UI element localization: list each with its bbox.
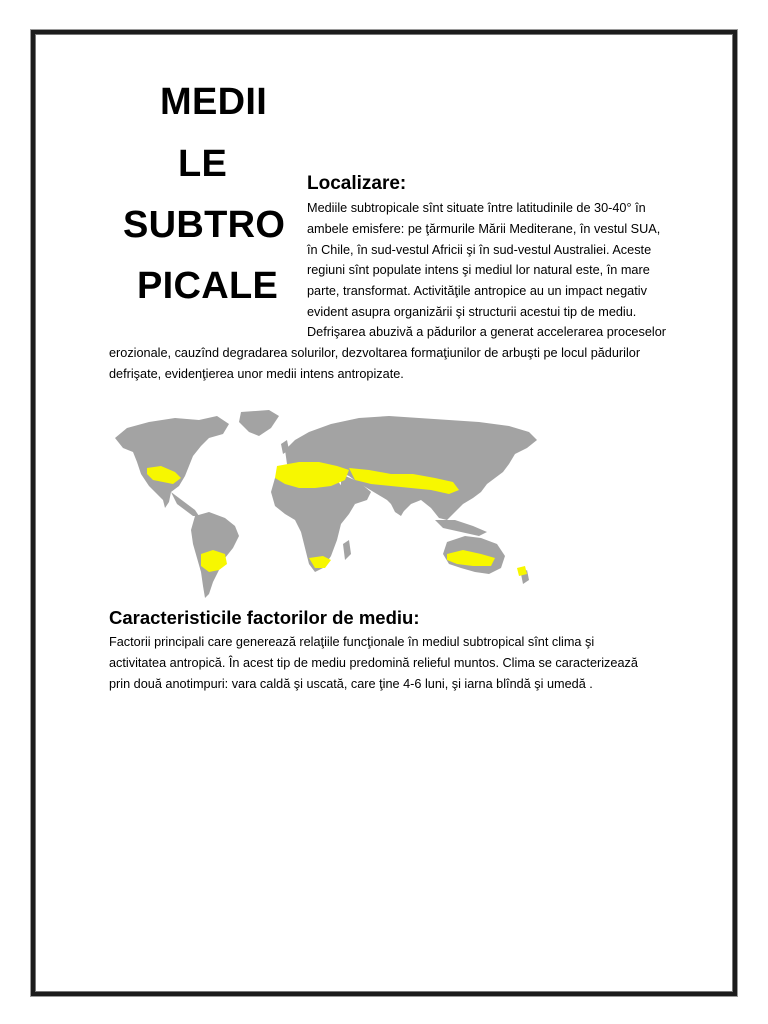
paragraph-line: activitatea antropică. În acest tip de mediu predomină relieful muntos. Clima se caracterizează — [109, 655, 638, 670]
paragraph-line: parte, transformat. Activităţile antropice au un impact negativ — [307, 284, 647, 299]
paragraph-line: în Chile, în sud-vestul Africii şi în sud-vestul Australiei. Aceste — [307, 242, 652, 257]
localizare-paragraph — [307, 198, 660, 323]
localizare-heading: Localizare: — [307, 173, 407, 194]
page-title-line-2: LE — [178, 143, 228, 185]
paragraph-line: Factorii principali care generează relaţiile funcţionale în mediul subtropical sînt clima şi — [109, 635, 595, 649]
localizare-continuation — [109, 322, 666, 384]
paragraph-line: Defrişarea abuzivă a pădurilor a generat accelerarea proceselor — [307, 325, 666, 339]
paragraph-line: regiuni sînt populate intens şi mediul lor natural este, în mare — [307, 263, 650, 278]
page-title-line-4: PICALE — [137, 265, 279, 307]
paragraph-line: Mediile subtropicale sînt situate între latitudinile de 30-40° în — [307, 201, 646, 215]
page-title-line-1: MEDII — [160, 81, 268, 123]
paragraph-line: erozionale, cauzînd degradarea solurilor, dezvoltarea formaţiunilor de arbuşti pe locul pădurilor — [109, 345, 641, 360]
continents — [115, 410, 537, 598]
paragraph-line: ambele emisfere: pe ţărmurile Mării Mediterane, în vestul SUA, — [307, 221, 661, 236]
page-title-line-3: SUBTRO — [123, 204, 286, 246]
caracteristici-paragraph — [109, 632, 638, 694]
paragraph-line: defrişate, evidenţierea unor medii intens antropizate. — [109, 366, 404, 381]
paragraph-line: evident asupra organizării şi structurii acestui tip de mediu. — [307, 304, 637, 319]
paragraph-line: prin două anotimpuri: vara caldă şi uscată, care ţine 4-6 luni, şi iarna blîndă şi umedă . — [109, 676, 593, 691]
world-map-svg — [109, 408, 551, 604]
caracteristici-heading: Caracteristicile factorilor de mediu: — [109, 607, 420, 628]
world-map-image — [109, 408, 551, 604]
